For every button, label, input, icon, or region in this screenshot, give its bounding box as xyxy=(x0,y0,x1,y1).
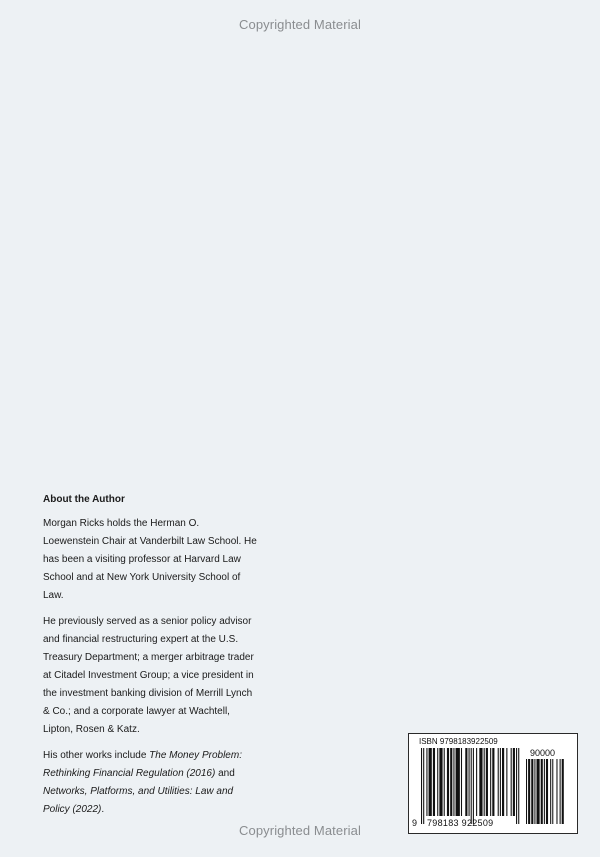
author-other-works-paragraph xyxy=(43,747,258,819)
about-author-heading: About the Author xyxy=(43,494,125,505)
about-author-section xyxy=(43,493,258,827)
other-works-and: and xyxy=(215,768,235,779)
other-works-end: . xyxy=(101,804,105,815)
book-title-money-problem: The Money Problem: Rethinking Financial Regulation xyxy=(43,750,242,779)
isbn-barcode-box xyxy=(408,733,578,834)
author-bio-paragraph-1: Morgan Ricks holds the Herman O. Loewenstein Chair at Vanderbilt Law School. He has been a visiting professor at Harvard Law School and at New York University School of Law. xyxy=(43,518,257,601)
other-works-intro: His other works include xyxy=(43,750,150,761)
addon-barcode-icon xyxy=(526,759,566,824)
ean-first-digit: 9 xyxy=(412,818,418,828)
book-year-2016: (2016) xyxy=(183,768,216,779)
copyright-watermark-bottom: Copyrighted Material xyxy=(239,823,361,838)
isbn-label: ISBN 9798183922509 xyxy=(419,737,498,746)
ean-barcode-icon xyxy=(421,748,524,824)
book-year-2022: (2022) xyxy=(69,804,102,815)
price-code: 90000 xyxy=(530,748,556,758)
copyright-watermark-top: Copyrighted Material xyxy=(239,17,361,32)
ean-digits: 798183 922509 xyxy=(427,818,494,828)
book-title-networks-platforms: Networks, Platforms, and Utilities: Law and Policy xyxy=(43,786,234,815)
author-bio-paragraph-2: He previously served as a senior policy advisor and financial restructuring expert at the U.S. Treasury Department; a merger arbitrage trader at Citadel Investment Group; a vice president in the investment banking division of Merrill Lynch & Co.; and a corporate lawyer at Wachtell, Lipton, Rosen & Katz. xyxy=(43,616,254,735)
